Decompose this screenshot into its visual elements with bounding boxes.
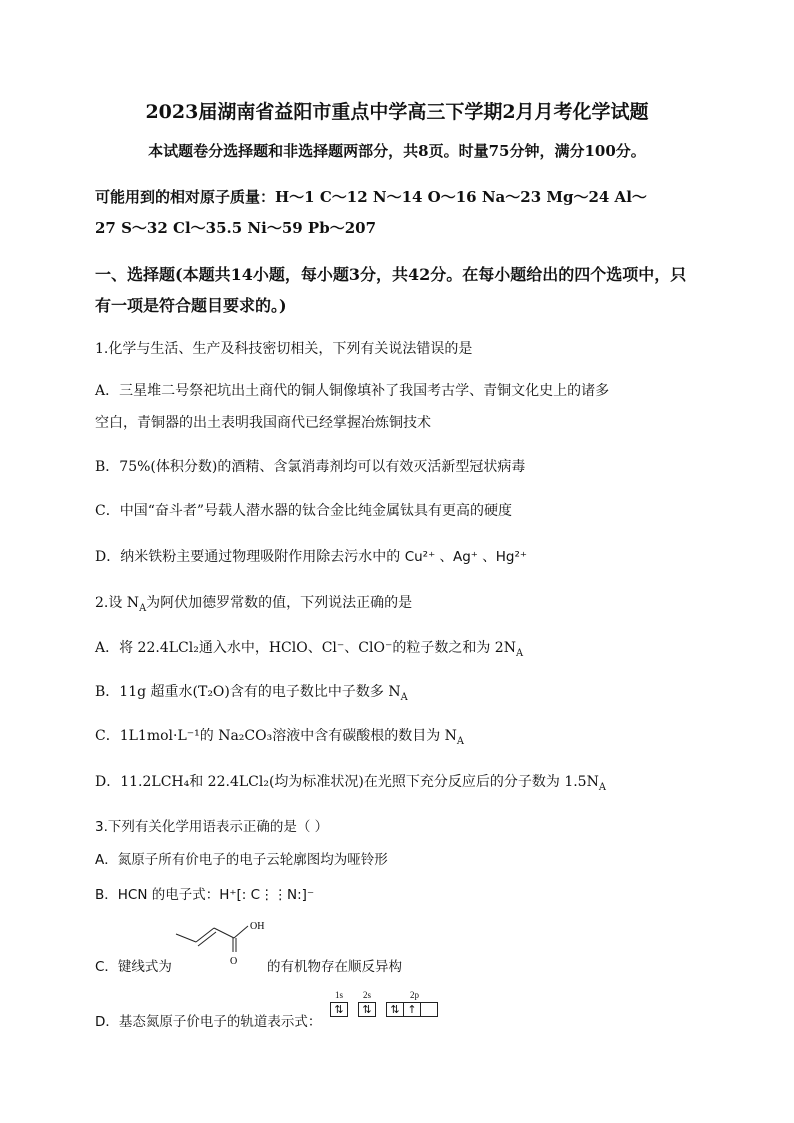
question-2-option-d-text: D．11.2LCH₄和 22.4LCl₂(均为标准状况)在光照下充分反应后的分子数为 1.5N: [95, 774, 599, 790]
na-subscript: A: [515, 647, 524, 659]
question-1-option-b: B．75%(体积分数)的酒精、含氯消毒剂均可以有效灭活新型冠状病毒: [95, 459, 526, 475]
question-1-option-a-line-2: 空白，青铜器的出土表明我国商代已经掌握冶炼铜技术: [95, 415, 431, 431]
question-1-stem: 1.化学与生活、生产及科技密切相关，下列有关说法错误的是: [95, 341, 473, 357]
exam-title: 2023届湖南省益阳市重点中学高三下学期2月月考化学试题: [145, 101, 649, 123]
question-1-option-d-ions: Cu²⁺ 、Ag⁺ 、Hg²⁺: [404, 549, 527, 565]
orbital-box-2s: ⇅: [358, 1002, 376, 1017]
na-subscript: A: [456, 735, 464, 747]
question-2-stem-post: 为阿伏加德罗常数的值，下列说法正确的是: [146, 595, 413, 611]
question-2-option-c-text: C．1L1mol·L⁻¹的 Na₂CO₃溶液中含有碳酸根的数目为 N: [95, 728, 457, 744]
question-2-option-a-text: A．将 22.4LCl₂通入水中，HClO、Cl⁻、ClO⁻的粒子数之和为 2N: [95, 640, 516, 656]
na-subscript: A: [598, 781, 606, 793]
bond-line: [214, 928, 234, 938]
question-3-option-b: B．HCN 的电子式：H⁺[: C⋮⋮N:]⁻: [95, 887, 315, 903]
question-3-option-c-pre: C．键线式为: [95, 959, 172, 975]
bond-line: [196, 928, 214, 942]
section-heading-line-2: 有一项是符合题目要求的。): [95, 296, 287, 315]
skeletal-formula-figure: [172, 918, 282, 974]
bond-line: [176, 934, 196, 942]
double-bond-line: [198, 932, 216, 946]
orbital-box-2p-3: [420, 1002, 438, 1017]
bond-line: [234, 926, 248, 938]
orbital-label-1s: 1s: [335, 990, 344, 1000]
atomic-mass-line-1: 可能用到的相对原子质量：H～1 C～12 N～14 O～16 Na～23 Mg～24 Al～: [95, 188, 647, 206]
question-3-option-c-post: 的有机物存在顺反异构: [267, 959, 402, 975]
crotonic-acid-skeletal-formula: [172, 918, 282, 970]
question-3-stem: 3.下列有关化学用语表示正确的是（ ）: [95, 819, 329, 835]
section-heading-line-1: 一、选择题(本题共14小题，每小题3分，共42分。在每小题给出的四个选项中，只: [95, 265, 687, 284]
question-2-stem: [95, 592, 412, 614]
exam-subtitle: 本试题卷分选择题和非选择题两部分，共8页。时量75分钟，满分100分。: [148, 142, 646, 160]
question-1-option-c: C．中国“奋斗者”号载人潜水器的钛合金比纯金属钛具有更高的硬度: [95, 503, 513, 519]
question-3-option-d: D．基态氮原子价电子的轨道表示式：: [95, 1014, 322, 1030]
question-3-option-a: A．氮原子所有价电子的电子云轮廓图均为哑铃形: [95, 852, 388, 868]
question-2-stem-sub: A: [139, 602, 147, 614]
hydroxyl-label: OH: [250, 921, 265, 932]
orbital-box-2p-1: ⇅: [386, 1002, 404, 1017]
question-2-option-b-text: B．11g 超重水(T₂O)含有的电子数比中子数多 N: [95, 684, 401, 700]
orbital-box-1s: ⇅: [330, 1002, 348, 1017]
question-2-option-a: [95, 637, 523, 659]
question-1-option-d: [95, 545, 527, 566]
oxygen-label: O: [230, 956, 238, 967]
question-1-option-a-line-1: A．三星堆二号祭祀坑出土商代的铜人铜像填补了我国考古学、青铜文化史上的诸多: [95, 383, 610, 399]
question-2-option-b: [95, 681, 408, 703]
orbital-box-2p-2: ↑: [403, 1002, 421, 1017]
question-2-option-c: [95, 725, 464, 747]
na-subscript: A: [400, 691, 408, 703]
question-1-option-d-text: D．纳米铁粉主要通过物理吸附作用除去污水中的: [95, 549, 401, 565]
question-2-stem-pre: 2.设 N: [95, 595, 140, 611]
orbital-label-2p: 2p: [410, 990, 419, 1000]
question-2-option-d: [95, 771, 606, 793]
atomic-mass-line-2: 27 S～32 Cl～35.5 Ni～59 Pb～207: [95, 219, 377, 237]
orbital-label-2s: 2s: [363, 990, 372, 1000]
